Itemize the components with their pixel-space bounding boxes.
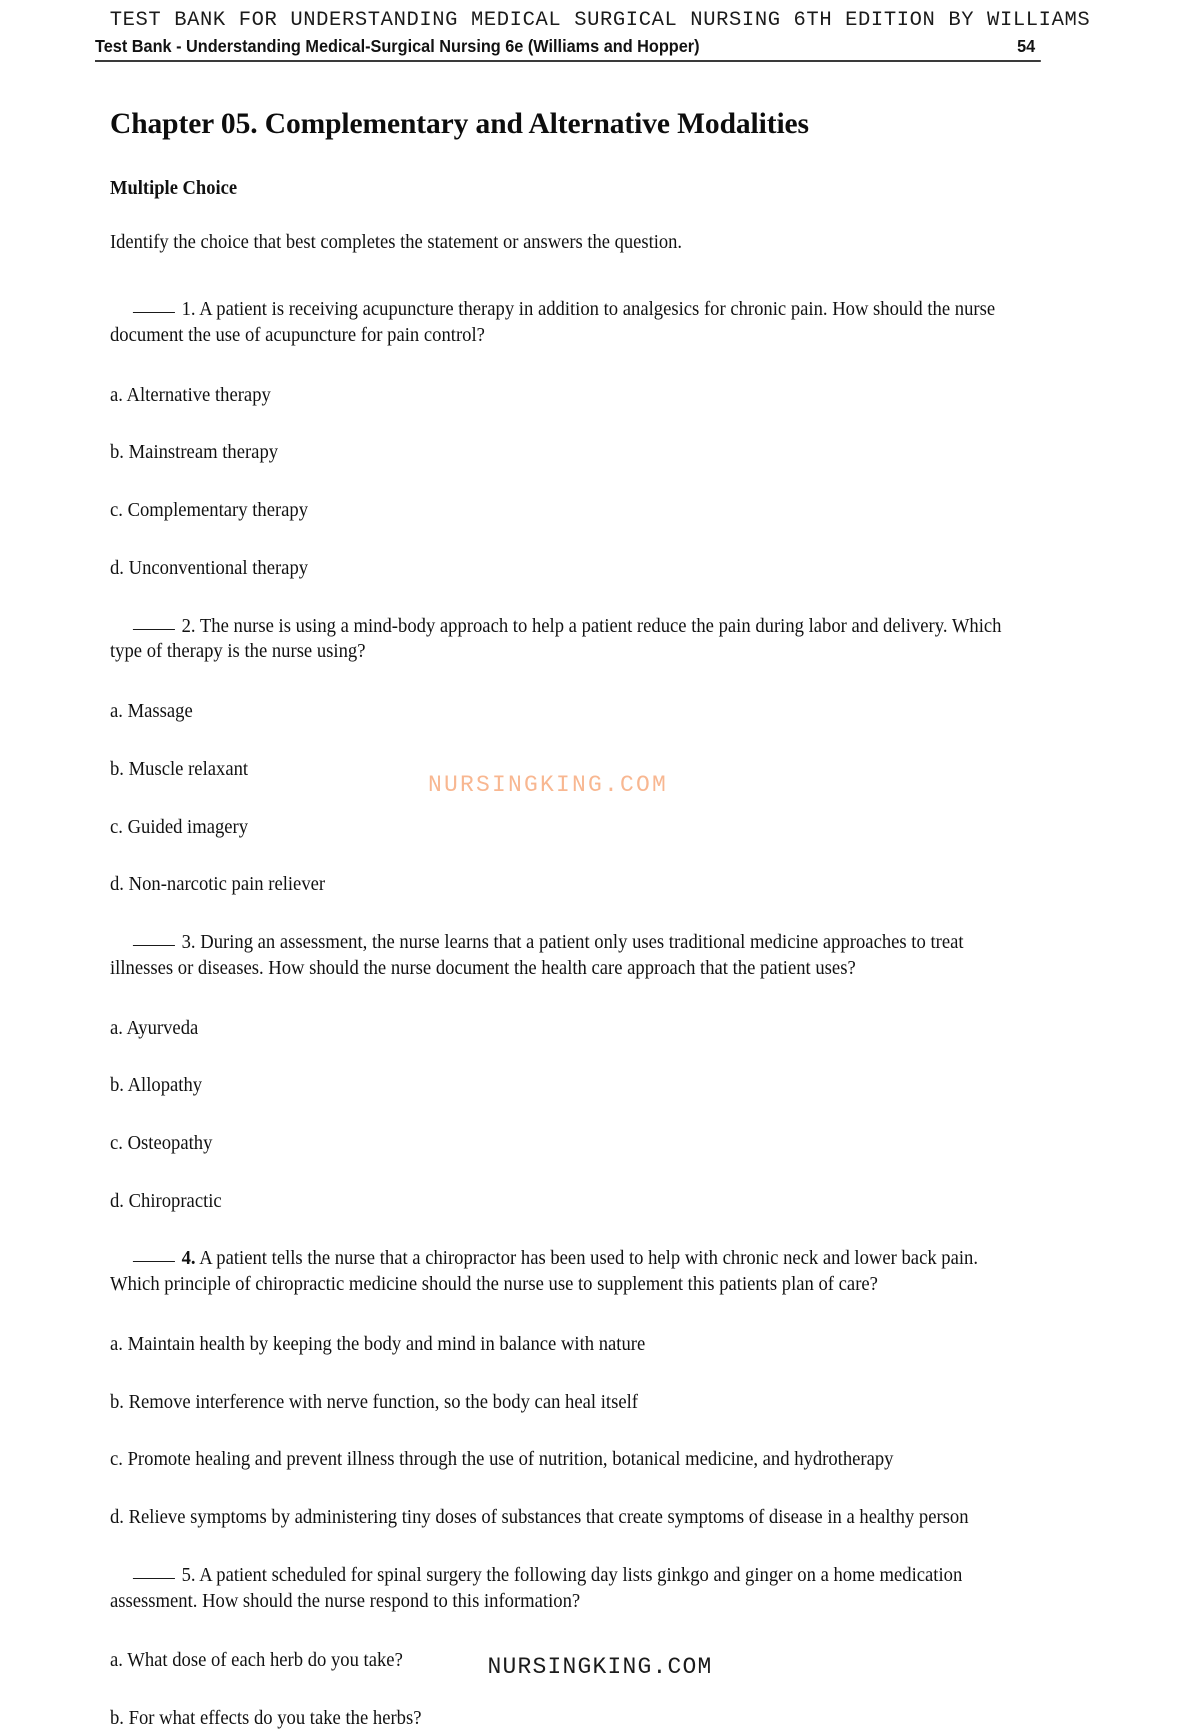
answer-option[interactable]: d. Unconventional therapy — [110, 557, 309, 579]
answer-blank[interactable] — [133, 1261, 175, 1262]
questions-list — [110, 297, 1010, 1732]
chapter-title: Chapter 05. Complementary and Alternative Modalities — [110, 108, 809, 140]
question-text — [110, 297, 1004, 348]
question-body: A patient tells the nurse that a chiropractor has been used to help with chronic neck and lower back pain. Which principle of chiropractic medicine should the nurse use to supplement this patients plan of care? — [110, 1248, 979, 1296]
answer-option[interactable]: b. Allopathy — [110, 1075, 203, 1097]
answer-option[interactable]: d. Relieve symptoms by administering tiny doses of substances that create symptoms of disease in a healthy person — [110, 1507, 969, 1529]
answer-option[interactable]: c. Promote healing and prevent illness through the use of nutrition, botanical medicine, and hydrotherapy — [110, 1449, 894, 1471]
answer-option[interactable]: a. Alternative therapy — [110, 384, 271, 406]
question-number: 5. — [181, 1564, 196, 1586]
question-number: 3. — [181, 932, 196, 954]
answer-option[interactable]: b. For what effects do you take the herbs? — [110, 1708, 422, 1730]
answer-option[interactable]: b. Mainstream therapy — [110, 442, 279, 464]
answer-option[interactable]: a. What dose of each herb do you take? — [110, 1650, 403, 1672]
question-group — [110, 930, 1010, 1214]
question-text — [110, 1246, 1004, 1297]
answer-option[interactable]: d. Non-narcotic pain reliever — [110, 874, 326, 896]
watermark-nursingking: NURSINGKING.COM — [428, 772, 669, 798]
answer-option[interactable]: d. Chiropractic — [110, 1190, 222, 1212]
question-body: The nurse is using a mind-body approach to help a patient reduce the pain during labor and delivery. Which type of therapy is the nurse using? — [110, 615, 1002, 663]
question-group — [110, 614, 1010, 898]
answer-option[interactable]: b. Muscle relaxant — [110, 758, 249, 780]
question-text — [110, 1563, 1004, 1614]
question-body: During an assessment, the nurse learns that a patient only uses traditional medicine approaches to treat illnesses or diseases. How should the nurse document the health care approach that the patient uses? — [110, 932, 964, 979]
question-group — [110, 1563, 1010, 1732]
footer-site-name: NURSINGKING.COM — [487, 1654, 713, 1680]
question-text — [110, 930, 1004, 981]
answer-option[interactable]: c. Complementary therapy — [110, 500, 309, 522]
running-header — [95, 36, 1041, 62]
question-body: A patient scheduled for spinal surgery the following day lists ginkgo and ginger on a home medication assessment. How should the nurse respond to this information? — [110, 1564, 963, 1612]
answer-blank[interactable] — [133, 312, 175, 313]
question-body: A patient is receiving acupuncture therapy in addition to analgesics for chronic pain. How should the nurse document the use of acupuncture for pain control? — [110, 299, 996, 346]
top-banner-text: TEST BANK FOR UNDERSTANDING MEDICAL SURGICAL NURSING 6TH EDITION BY WILLIAMS — [109, 9, 1091, 32]
document-content — [110, 62, 1010, 1732]
answer-blank[interactable] — [133, 629, 175, 630]
question-number: 4. — [181, 1248, 196, 1270]
question-group — [110, 1246, 1010, 1530]
answer-option[interactable]: a. Massage — [110, 701, 193, 723]
answer-option[interactable]: a. Ayurveda — [110, 1017, 199, 1039]
section-label-multiple-choice: Multiple Choice — [110, 177, 238, 199]
question-group — [110, 297, 1010, 581]
answer-option[interactable]: a. Maintain health by keeping the body and mind in balance with nature — [110, 1333, 646, 1355]
answer-option[interactable]: c. Osteopathy — [110, 1133, 213, 1155]
answer-option[interactable]: c. Guided imagery — [110, 816, 249, 838]
running-header-title: Test Bank - Understanding Medical-Surgical Nursing 6e (Williams and Hopper) — [95, 36, 700, 56]
instructions-text: Identify the choice that best completes the statement or answers the question. — [110, 231, 683, 253]
answer-blank[interactable] — [133, 945, 175, 946]
page-number: 54 — [1017, 36, 1036, 56]
question-text — [110, 614, 1004, 665]
question-number: 2. — [181, 615, 196, 637]
answer-option[interactable]: b. Remove interference with nerve function, so the body can heal itself — [110, 1391, 638, 1413]
question-number: 1. — [181, 299, 196, 321]
answer-blank[interactable] — [133, 1578, 175, 1579]
